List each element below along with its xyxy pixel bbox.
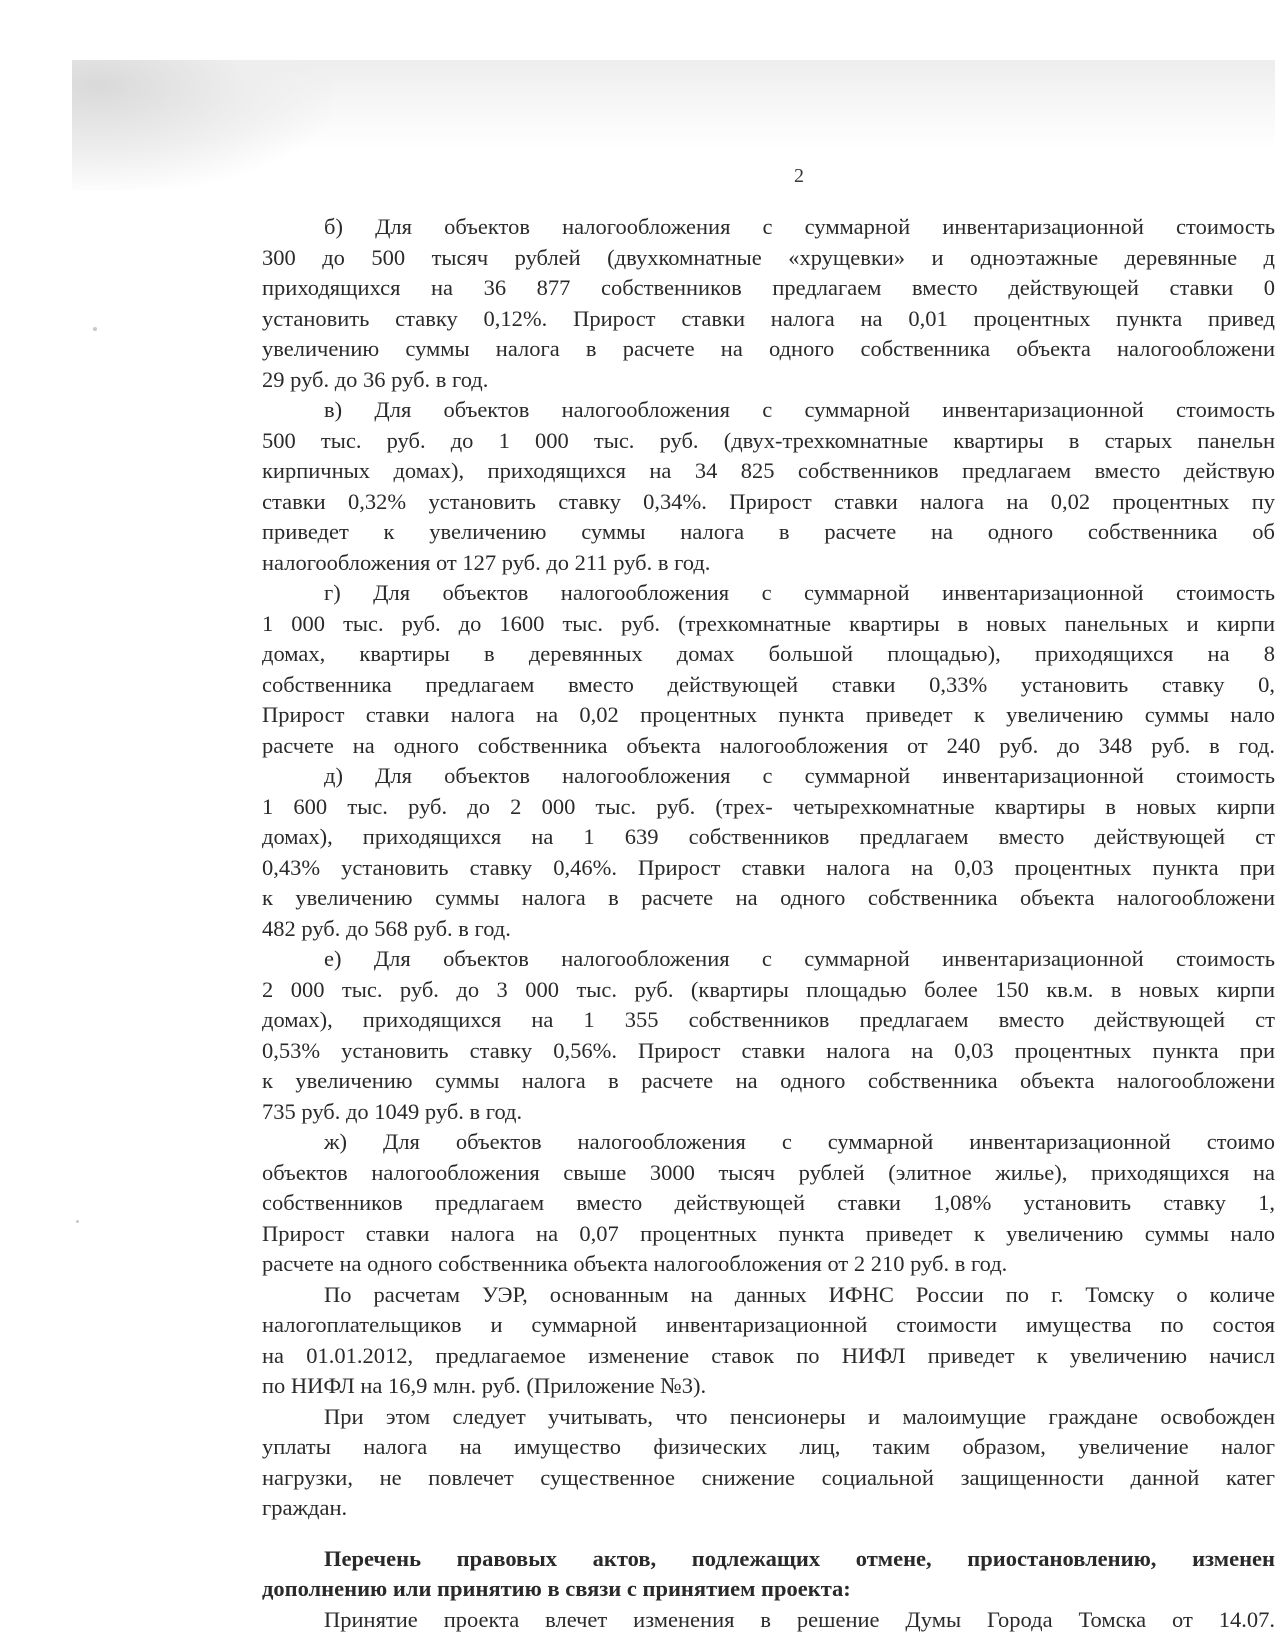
section-heading-line: Перечень правовых актов, подлежащих отмене, приостановлению, изменен [324,1545,1275,1571]
text-line: к увеличению суммы налога в расчете на одного собственника объекта налогообложени [262,1068,1275,1093]
text-line: 482 руб. до 568 руб. в год. [262,915,511,941]
text-line: домах, квартиры в деревянных домах большой площадью), приходящихся на 8 [262,641,1275,666]
text-line: Принятие проекта влечет изменения в решение Думы Города Томска от 14.07. [324,1606,1275,1632]
text-line: налогообложения от 127 руб. до 211 руб. в год. [262,549,711,575]
document-page [262,0,1275,1650]
text-line: установить ставку 0,12%. Прирост ставки налога на 0,01 процентных пункта привед [262,305,1275,331]
section-heading-line: дополнению или принятию в связи с принятием проекта: [262,1576,851,1601]
paragraph-gap [262,1524,1275,1544]
text-line: ж) Для объектов налогообложения с суммарной инвентаризационной стоимо [324,1129,1275,1154]
text-line: на 01.01.2012, предлагаемое изменение ставок по НИФЛ приведет к увеличению начисл [262,1342,1275,1368]
text-line: собственника предлагаем вместо действующей ставки 0,33% установить ставку 0, [262,671,1275,697]
text-line: домах), приходящихся на 1 355 собственников предлагаем вместо действующей ст [262,1007,1275,1032]
text-line: 500 тыс. руб. до 1 000 тыс. руб. (двух-трехкомнатные квартиры в старых панельн [262,427,1275,453]
text-line: уплаты налога на имущество физических лиц, таким образом, увеличение налог [262,1434,1275,1459]
text-line: 1 000 тыс. руб. до 1600 тыс. руб. (трехкомнатные квартиры в новых панельных и кирпи [262,610,1275,636]
text-line: в) Для объектов налогообложения с суммарной инвентаризационной стоимость [324,397,1275,422]
text-line: объектов налогообложения свыше 3000 тысяч рублей (элитное жилье), приходящихся на [262,1159,1275,1185]
text-line: расчете на одного собственника объекта налогообложения от 2 210 руб. в год. [262,1251,1008,1276]
text-line: домах), приходящихся на 1 639 собственников предлагаем вместо действующей ст [262,824,1275,849]
text-line: кирпичных домах), приходящихся на 34 825 собственников предлагаем вместо действую [262,458,1275,483]
text-line: собственников предлагаем вместо действующей ставки 1,08% установить ставку 1, [262,1190,1275,1215]
text-line: приходящихся на 36 877 собственников предлагаем вместо действующей ставки 0 [262,275,1275,300]
text-line: нагрузки, не повлечет существенное снижение социальной защищенности данной катег [262,1464,1275,1490]
text-line: Прирост ставки налога на 0,02 процентных пункта приведет к увеличению суммы нало [262,702,1275,727]
text-line: 2 000 тыс. руб. до 3 000 тыс. руб. (квартиры площадью более 150 кв.м. в новых кирпи [262,976,1275,1002]
text-line: е) Для объектов налогообложения с суммарной инвентаризационной стоимость [324,946,1275,971]
text-line: д) Для объектов налогообложения с суммарной инвентаризационной стоимость [324,763,1275,788]
text-line: расчете на одного собственника объекта налогообложения от 240 руб. до 348 руб. в год. [262,732,1275,758]
text-line: 300 до 500 тысяч рублей (двухкомнатные «хрущевки» и одноэтажные деревянные д [262,244,1275,270]
document-body [262,212,1275,1635]
text-line: г) Для объектов налогообложения с суммарной инвентаризационной стоимость [324,580,1275,605]
text-line: По расчетам УЭР, основанным на данных ИФНС России по г. Томску о количе [324,1281,1275,1307]
text-line: 1 600 тыс. руб. до 2 000 тыс. руб. (трех- четырехкомнатные квартиры в новых кирпи [262,793,1275,819]
text-line: Прирост ставки налога на 0,07 процентных пункта приведет к увеличению суммы нало [262,1220,1275,1246]
text-line: увеличению суммы налога в расчете на одного собственника объекта налогообложени [262,336,1275,361]
text-line: б) Для объектов налогообложения с суммарной инвентаризационной стоимость [324,214,1275,239]
text-line: ставки 0,32% установить ставку 0,34%. Прирост ставки налога на 0,02 процентных пу [262,488,1275,514]
text-line: При этом следует учитывать, что пенсионеры и малоимущие граждане освобожден [324,1403,1275,1429]
page-number: 2 [794,165,804,187]
text-line: по НИФЛ на 16,9 млн. руб. (Приложение №3). [262,1373,707,1398]
text-line: к увеличению суммы налога в расчете на одного собственника объекта налогообложени [262,885,1275,910]
text-line: граждан. [262,1495,348,1520]
scan-speck [93,327,97,331]
text-line: приведет к увеличению суммы налога в расчете на одного собственника об [262,519,1275,544]
scan-speck [76,1220,79,1223]
text-line: 0,53% установить ставку 0,56%. Прирост ставки налога на 0,03 процентных пункта при [262,1037,1275,1063]
text-line: 29 руб. до 36 руб. в год. [262,366,489,392]
scan-left-margin [0,0,72,1650]
text-line: 0,43% установить ставку 0,46%. Прирост ставки налога на 0,03 процентных пункта при [262,854,1275,880]
text-line: налогоплательщиков и суммарной инвентаризационной стоимости имущества по состоя [262,1312,1275,1337]
text-line: 735 руб. до 1049 руб. в год. [262,1098,523,1124]
